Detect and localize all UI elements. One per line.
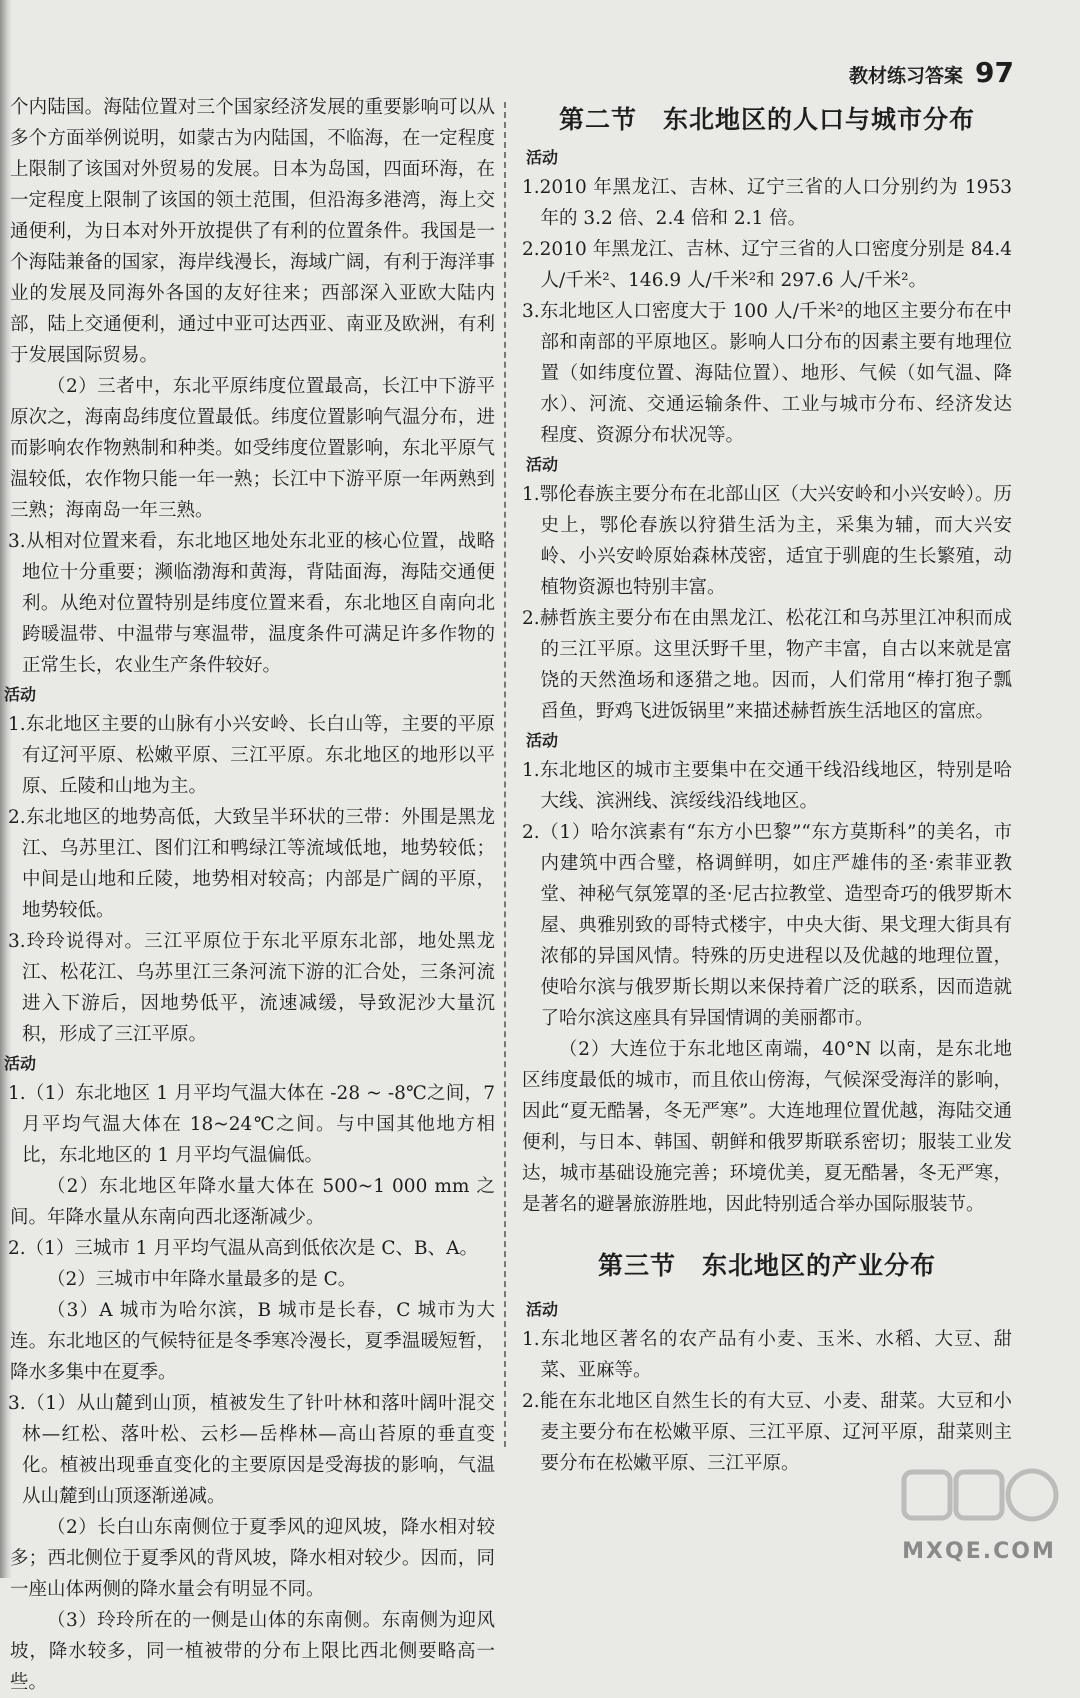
watermark-text: MXQE.COM xyxy=(902,1539,1056,1564)
answer-paragraph: （2）三者中，东北平原纬度位置最高，长江中下游平原次之，海南岛纬度位置最低。纬度位置影响气温分布，进而影响农作物熟制和种类。如受纬度位置影响，东北平原气温较低，农作物只能一年一熟；长江中下游平原一年两熟到三熟；海南岛一年三熟。 xyxy=(10,376,495,521)
answer-paragraph: 3.（1）从山麓到山顶，植被发生了针叶林和落叶阔叶混交林—红松、落叶松、云杉—岳桦林—高山苔原的垂直变化。植被出现垂直变化的主要原因是受海拔的影响，气温从山麓到山顶逐渐递减。 xyxy=(8,1393,495,1507)
answer-paragraph: 1.东北地区主要的山脉有小兴安岭、长白山等，主要的平原有辽河平原、松嫩平原、三江平原。东北地区的地形以平原、丘陵和山地为主。 xyxy=(8,714,495,797)
left-column xyxy=(0,92,495,1698)
answer-paragraph: （2）东北地区年降水量大体在 500~1 000 mm 之间。年降水量从东南向西北逐渐减少。 xyxy=(10,1176,495,1228)
activity-label: 活动 xyxy=(526,455,559,474)
answer-paragraph: 3.东北地区人口密度大于 100 人/千米²的地区主要分布在中部和南部的平原地区。影响人口分布的因素主要有地理位置（如纬度位置、海陆位置）、地形、气候（如气温、降水）、河流、交通运输条件、工业与城市分布、经济发达程度、资源分布状况等。 xyxy=(522,301,1012,446)
answer-paragraph: 1.东北地区著名的农产品有小麦、玉米、水稻、大豆、甜菜、亚麻等。 xyxy=(522,1329,1012,1381)
answer-paragraph: 2.赫哲族主要分布在由黑龙江、松花江和乌苏里江冲积而成的三江平原。这里沃野千里，物产丰富，自古以来就是富饶的天然渔场和逐猎之地。因而，人们常用“棒打狍子瓢舀鱼，野鸡飞进饭锅里”来描述赫哲族生活地区的富庶。 xyxy=(522,608,1012,722)
answer-paragraph: （3）玲玲所在的一侧是山体的东南侧。东南侧为迎风坡，降水较多，同一植被带的分布上限比西北侧要略高一些。 xyxy=(10,1610,495,1693)
answer-paragraph: （2）大连位于东北地区南端，40°N 以南，是东北地区纬度最低的城市，而且依山傍海，气候深受海洋的影响，因此“夏无酷暑，冬无严寒”。大连地理位置优越，海陆交通便利，与日本、韩国、朝鲜和俄罗斯联系密切；服装工业发达，城市基础设施完善；环境优美，夏无酷暑，冬无严寒，是著名的避暑旅游胜地，因此特别适合举办国际服装节。 xyxy=(522,1039,1012,1215)
answer-paragraph: （2）三城市中年降水量最多的是 C。 xyxy=(47,1269,357,1290)
answer-paragraph: 2.（1）哈尔滨素有“东方小巴黎”“东方莫斯科”的美名，市内建筑中西合璧，格调鲜明，如庄严雄伟的圣·索菲亚教堂、神秘气氛笼罩的圣·尼古拉教堂、造型奇巧的俄罗斯木屋、典雅别致的哥特式楼宇，中央大街、果戈理大街具有浓郁的异国风情。特殊的历史进程以及优越的地理位置，使哈尔滨与俄罗斯长期以来保持着广泛的联系，因而造就了哈尔滨这座具有异国情调的美丽都市。 xyxy=(522,822,1012,1029)
answer-paragraph: 2.2010 年黑龙江、吉林、辽宁三省的人口密度分别是 84.4 人/千米²、146.9 人/千米²和 297.6 人/千米²。 xyxy=(522,239,1012,291)
activity-label: 活动 xyxy=(4,1054,37,1073)
activity-label: 活动 xyxy=(526,731,559,750)
section-heading: 第三节 东北地区的产业分布 xyxy=(597,1251,936,1280)
answer-paragraph: 3.从相对位置来看，东北地区地处东北亚的核心位置，战略地位十分重要；濒临渤海和黄海，背陆面海，海陆交通便利。从绝对位置特别是纬度位置来看，东北地区自南向北跨暖温带、中温带与寒温带，温度条件可满足许多作物的正常生长，农业生产条件较好。 xyxy=(8,531,495,676)
answer-paragraph: 3.玲玲说得对。三江平原位于东北平原东北部，地处黑龙江、松花江、乌苏里江三条河流下游的汇合处，三条河流进入下游后，因地势低平，流速减缓，导致泥沙大量沉积，形成了三江平原。 xyxy=(8,931,495,1045)
answer-paragraph: 1.鄂伦春族主要分布在北部山区（大兴安岭和小兴安岭）。历史上，鄂伦春族以狩猎生活为主，采集为辅，而大兴安岭、小兴安岭原始森林茂密，适宜于驯鹿的生长繁殖，动植物资源也特别丰富。 xyxy=(522,484,1012,598)
answer-paragraph: （2）长白山东南侧位于夏季风的迎风坡，降水相对较多；西北侧位于夏季风的背风坡，降水相对较少。因而，同一座山体两侧的降水量会有明显不同。 xyxy=(10,1517,495,1600)
header-label: 教材练习答案 xyxy=(849,65,964,87)
activity-label: 活动 xyxy=(526,1300,559,1319)
answer-paragraph: 1.东北地区的城市主要集中在交通干线沿线地区，特别是哈大线、滨洲线、滨绥线沿线地区。 xyxy=(522,760,1012,812)
answer-paragraph: 2.能在东北地区自然生长的有大豆、小麦、甜菜。大豆和小麦主要分布在松嫩平原、三江平原、辽河平原，甜菜则主要分布在松嫩平原、三江平原。 xyxy=(522,1391,1012,1474)
page-number: 97 xyxy=(975,56,1014,89)
answer-paragraph: 2.（1）三城市 1 月平均气温从高到低依次是 C、B、A。 xyxy=(8,1238,478,1259)
section-heading: 第二节 东北地区的人口与城市分布 xyxy=(558,105,975,134)
answer-paragraph: （3）A 城市为哈尔滨，B 城市是长春，C 城市为大连。东北地区的气候特征是冬季寒冷漫长，夏季温暖短暂，降水多集中在夏季。 xyxy=(10,1300,495,1383)
answer-paragraph: 个内陆国。海陆位置对三个国家经济发展的重要影响可以从多个方面举例说明，如蒙古为内陆国，不临海，在一定程度上限制了该国对外贸易的发展。日本为岛国，四面环海，在一定程度上限制了该国的领土范围，但沿海多港湾，海上交通便利，为日本对外开放提供了有利的位置条件。我国是一个海陆兼备的国家，海岸线漫长，海域广阔，有利于海洋事业的发展及同海外各国的友好往来；西部深入亚欧大陆内部，陆上交通便利，通过中亚可达西亚、南亚及欧洲，有利于发展国际贸易。 xyxy=(10,97,495,366)
activity-label: 活动 xyxy=(526,148,559,167)
answer-paragraph: 1.（1）东北地区 1 月平均气温大体在 -28 ~ -8℃之间，7 月平均气温大体在 18~24℃之间。与中国其他地方相比，东北地区的 1 月平均气温偏低。 xyxy=(8,1083,495,1166)
answer-paragraph: 1.2010 年黑龙江、吉林、辽宁三省的人口分别约为 1953 年的 3.2 倍、2.4 倍和 2.1 倍。 xyxy=(522,177,1012,229)
column-divider xyxy=(504,102,506,1447)
answer-paragraph: 2.东北地区的地势高低，大致呈半环状的三带：外围是黑龙江、乌苏里江、图们江和鸭绿江等流域低地，地势较低；中间是山地和丘陵，地势相对较高；内部是广阔的平原，地势较低。 xyxy=(8,807,495,921)
activity-label: 活动 xyxy=(4,685,37,704)
page-header xyxy=(849,56,1014,89)
right-column xyxy=(522,100,1012,1479)
